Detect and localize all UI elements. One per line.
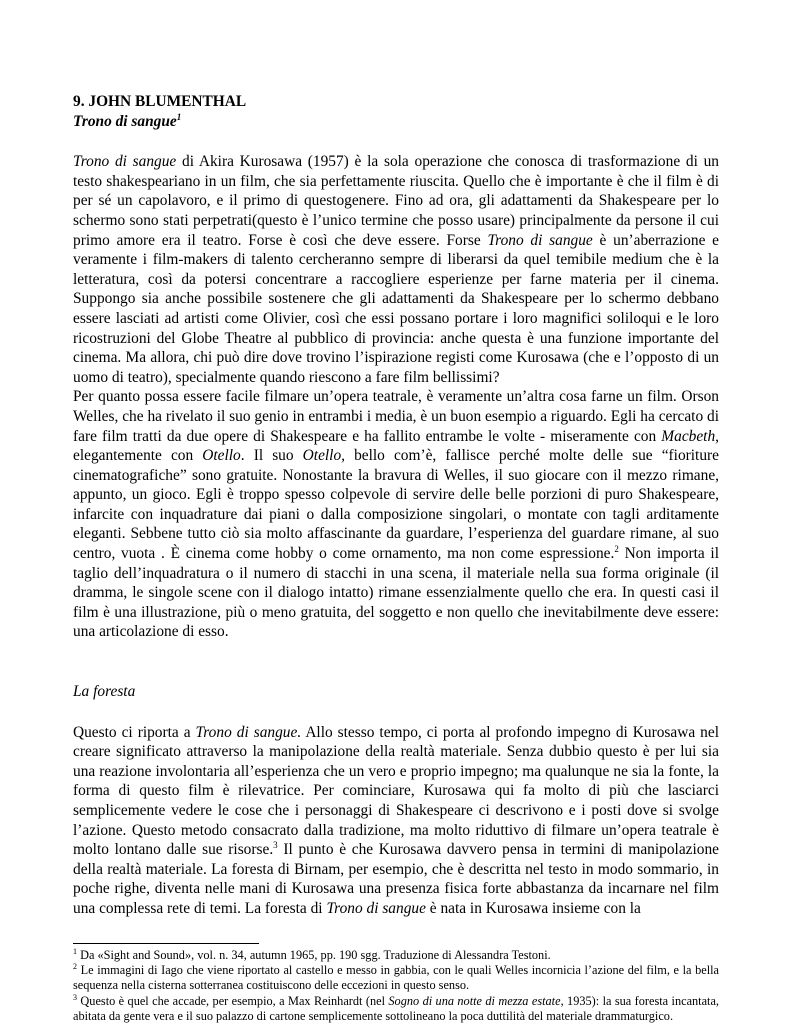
text-run: Per quanto possa essere facile filmare un’opera teatrale, è veramente un’altra cosa farne un film. Orson Welles, che ha rivelato il suo genio in entrambi i media, è un buon esempio a riguardo. Egli ha cercato di fare film tratti da due opere di Shakespeare e ha fallito entrambe le volte - miseramente con [73, 388, 719, 445]
footnote-ref-1: 1 [176, 111, 182, 122]
italic-title: Sogno di una notte di mezza estate [388, 993, 561, 1008]
text-run: Allo stesso tempo, ci porta al profondo impegno di Kurosawa nel creare significato attraverso la manipolazione della realtà materiale. Senza dubbio questo è per lui sia una reazione involontaria all’esperienza che un vero e proprio impegno; ma qualunque ne sia la fonte, la forma di questo film è rilevatrice. Per cominciare, Kurosawa qui fa molto di più che lasciarci semplicemente vedere le cose che i personaggi di Shakespeare ci descrivono e i posti dove si svolge l’azione. Questo metodo consacrato dalla tradizione, ma molto riduttivo di filmare un’opera teatrale è molto lontano dalle sue risorse. [73, 723, 719, 859]
text-run: elegantemente con [73, 447, 203, 465]
text-run: è nata in Kurosawa insieme con la [425, 899, 641, 917]
text-run: Non importa il taglio dell’inquadratura o il numero di stacchi in una scena, il materiale nella sua forma originale (il dramma, le singole scene con il dialogo intatto) rimane essenzialmente quello che era. In questi casi il film è una illustrazione, più o meno gratuita, del soggetto e non quello che inevitabilmente deve essere: una articolazione di esso. [73, 545, 719, 641]
section-title: La foresta [73, 683, 136, 701]
footnote-ref: 2 [73, 961, 77, 971]
footnote-ref: 3 [73, 992, 77, 1002]
document-page [73, 92, 719, 1025]
footnote-ref: 1 [73, 946, 77, 956]
italic-title: Trono di sangue [487, 231, 593, 249]
italic-title: Trono di sangue [73, 153, 177, 171]
chapter-heading: 9. JOHN BLUMENTHAL [73, 93, 247, 110]
chapter-subheading [73, 112, 719, 132]
footnote-divider [73, 943, 259, 944]
italic-title: Otello, [302, 447, 345, 465]
paragraph-2 [73, 387, 719, 642]
italic-title: Trono di sangue [326, 899, 426, 917]
text-run: è un’aberrazione e veramente i film-makers di talento cercheranno sempre di liberarsi da quel temibile medium che è la letteratura, così da potersi concentrare a raccogliere esperienze per farne materia per il cinema. Suppongo sia anche possibile sostenere che gli adattamenti da Shakespeare per lo schermo debbano essere lasciati ad artisti come Olivier, così che essi possano portare i loro magnifici soliloqui e le loro ricostruzioni del Globe Theatre al pubblico di provincia: anche questa è una funzione importante del cinema. Ma allora, chi può dire dove trovino l’ispirazione registi come Kurosawa (che e l’opposto di un uomo di teatro), specialmente quando riescono a fare film bellissimi? [73, 231, 719, 386]
text-run: Le immagini di Iago che viene riportato al castello e messo in gabbia, con le quali Welles incornicia l’azione del film, e la bella sequenza nella cisterna sotterranea costituiscono delle eccezioni in questo senso. [73, 962, 719, 993]
text-run: Questo è quel che accade, per esempio, a Max Reinhardt (nel [77, 993, 389, 1008]
italic-title: Trono di sangue. [195, 723, 302, 741]
text-run: , 1935): la sua foresta incantata, abitata da gente vera e il suo palazzo di cartone semplicemente sottolineano la poca duttilità del materiale drammaturgico. [73, 993, 719, 1024]
footnote-1 [73, 948, 719, 963]
footnote-ref: 2 [614, 543, 619, 554]
paragraph-1 [73, 152, 719, 387]
text-run: Da «Sight and Sound», vol. n. 34, autumn 1965, pp. 190 sgg. Traduzione di Alessandra Testoni. [77, 947, 551, 962]
footnote-2 [73, 963, 719, 994]
text-run: . Il suo [240, 447, 303, 465]
italic-title: Macbeth, [661, 427, 719, 445]
text-run: di Akira Kurosawa (1957) è la sola operazione che conosca di trasformazione di un testo shakespeariano in un film, che sia perfettamente riuscita. Quello che è importante è che il film è di per sé un capolavoro, e il primo di questogenere. Fino ad ora, gli adattamenti da Shakespeare per lo schermo sono stati perpetrati(questo è l’unico termine che posso usare) principalmente da persone il cui primo amore era il teatro. Forse è così che deve essere. Forse [73, 153, 719, 249]
footnote-ref: 3 [273, 840, 278, 851]
paragraph-3 [73, 723, 719, 919]
subheading-text: Trono di sangue [73, 112, 177, 130]
italic-title: Otello [202, 447, 241, 465]
footnote-3 [73, 994, 719, 1025]
text-run: Questo ci riporta a [73, 723, 196, 741]
text-run: Il punto è che Kurosawa davvero pensa in termini di manipolazione della realtà materiale. La foresta di Birnam, per esempio, che è descritta nel testo in modo sommario, in poche righe, diventa nelle mani di Kurosawa una presenza fisica forte abbastanza da incarnare nel film una complessa rete di temi. La foresta di [73, 841, 719, 917]
text-run: bello com’è, fallisce perché molte delle sue “fioriture cinematografiche” sono gratuite. Nonostante la bravura di Welles, il suo giocare con il mezzo rimane, appunto, un gioco. Egli è troppo spesso colpevole di servire delle belle porzioni di puro Shakespeare, infarcite con inquadrature dai piani o dalla composizione singolari, o montate con tagli arditamente eleganti. Sebbene tutto ciò sia molto affascinante da guardare, l’esperienza del guardare rimane, al suo centro, vuota . È cinema come hobby o come ornamento, ma non come espressione. [73, 447, 719, 563]
